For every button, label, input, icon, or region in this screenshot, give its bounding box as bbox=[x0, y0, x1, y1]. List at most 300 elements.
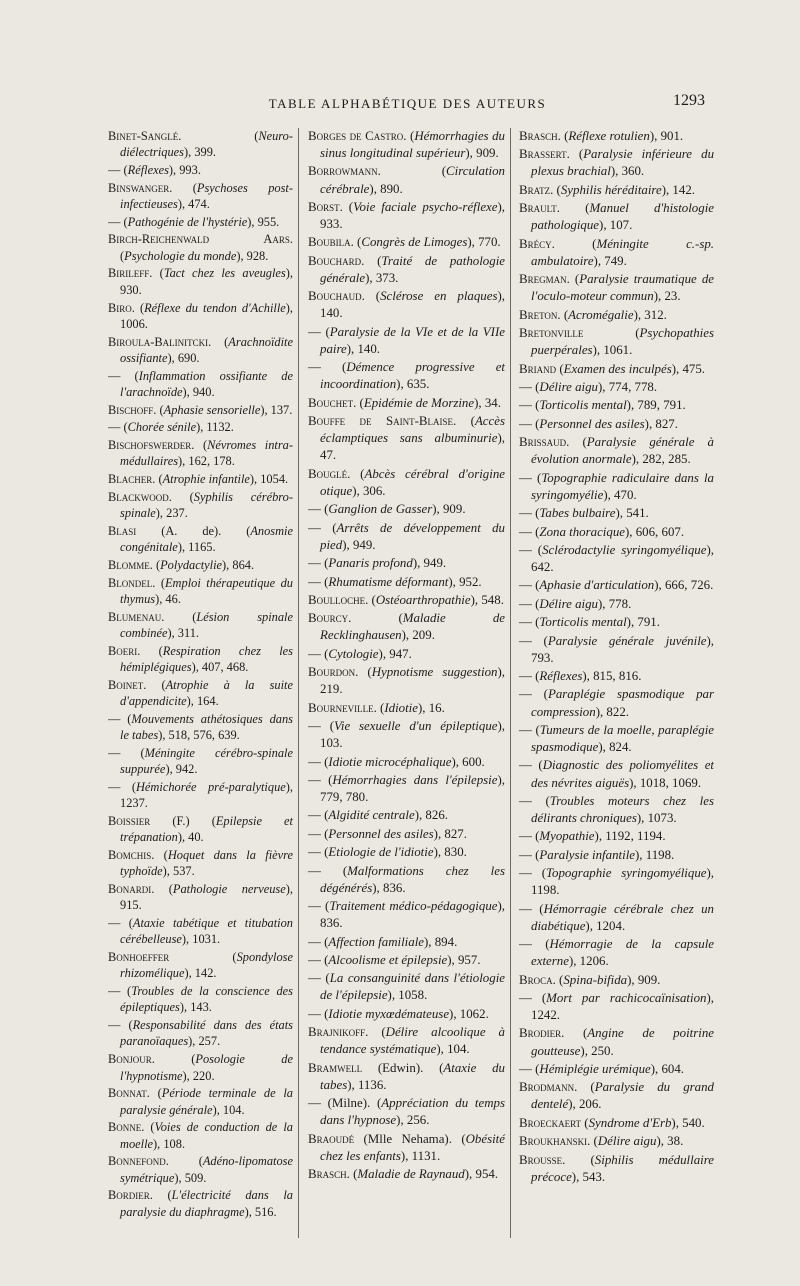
page-references: ), 890. bbox=[369, 181, 403, 196]
page-references: ), 830. bbox=[433, 845, 467, 860]
page-references: ), 864. bbox=[222, 557, 255, 572]
entry-prefix: ( bbox=[560, 129, 569, 143]
index-entry bbox=[108, 265, 293, 298]
page-references: ), 778. bbox=[598, 596, 632, 611]
index-entry bbox=[519, 633, 714, 667]
page-references: ), 993. bbox=[168, 163, 201, 178]
index-entry bbox=[308, 844, 505, 861]
work-title: Pathogénie de l'hystérie bbox=[127, 214, 248, 229]
author-name: Brodier. bbox=[519, 1026, 565, 1041]
work-title: Psychoses post-infectieuses bbox=[120, 180, 293, 212]
page-references: ), 815, 816. bbox=[582, 669, 642, 684]
entry-prefix: — ( bbox=[108, 984, 132, 999]
page-references: ), 901. bbox=[649, 129, 684, 143]
entry-prefix: — ( bbox=[519, 470, 542, 485]
entry-prefix: — ( bbox=[519, 379, 540, 394]
author-name: Blondel. bbox=[108, 575, 156, 590]
work-title: Cytologie bbox=[328, 646, 379, 661]
index-entry bbox=[519, 1079, 714, 1113]
page-references: ), 827. bbox=[644, 416, 678, 431]
work-title: Réflexes bbox=[539, 669, 583, 684]
author-name: Brodmann. bbox=[519, 1080, 578, 1095]
entry-prefix: — ( bbox=[108, 711, 132, 726]
index-entry bbox=[308, 807, 505, 824]
work-title: Méningite cérébro-spinale suppurée bbox=[120, 745, 293, 777]
work-title: Spondylose rhizomélique bbox=[120, 950, 293, 981]
work-title: Adéno-lipomatose symétrique bbox=[120, 1154, 293, 1185]
page-references: ), 779, 780. bbox=[320, 772, 505, 804]
index-entry bbox=[519, 596, 714, 613]
index-entry bbox=[108, 575, 293, 608]
index-entry bbox=[519, 182, 714, 199]
index-entry bbox=[519, 686, 714, 720]
index-entry bbox=[108, 915, 293, 948]
entry-prefix: — ( bbox=[308, 520, 337, 535]
page-references: ), 789, 791. bbox=[626, 398, 686, 413]
author-name: Brault. bbox=[519, 201, 560, 216]
author-name: Bomchis. bbox=[108, 847, 155, 862]
author-name: Bramwell bbox=[308, 1060, 363, 1075]
author-name: Borrowmann. bbox=[308, 164, 381, 179]
page-references: ), 826. bbox=[414, 808, 448, 823]
entry-prefix: — ( bbox=[308, 574, 329, 589]
entry-prefix: — ( bbox=[519, 398, 540, 413]
entry-prefix: (Mlle Nehama). ( bbox=[354, 1131, 466, 1146]
index-entry bbox=[108, 1187, 293, 1220]
entry-prefix: — ( bbox=[519, 416, 540, 431]
index-entry bbox=[308, 555, 505, 572]
work-title: Vie sexuelle d'un épileptique bbox=[333, 719, 498, 734]
entry-prefix: ( bbox=[350, 466, 365, 481]
page-references: ), 949. bbox=[412, 556, 447, 571]
index-entry bbox=[519, 936, 714, 970]
entry-prefix: ( bbox=[140, 643, 163, 658]
author-name: Blackwood. bbox=[108, 489, 172, 504]
entry-prefix: ( bbox=[181, 129, 259, 143]
index-entry bbox=[519, 307, 714, 324]
index-entry bbox=[519, 972, 714, 989]
author-name: Blumenau. bbox=[108, 609, 165, 624]
author-name: Brécy. bbox=[519, 236, 555, 251]
entry-prefix: — ( bbox=[308, 845, 329, 860]
index-entry bbox=[308, 163, 505, 197]
work-title: Spina-bifida bbox=[563, 972, 628, 987]
author-name: Bonhoeffer bbox=[108, 950, 170, 965]
author-name: Bouffe de Saint-Blaise. bbox=[308, 414, 457, 429]
index-entry bbox=[519, 542, 714, 576]
page-references: ), 360. bbox=[610, 164, 645, 179]
entry-prefix: — ( bbox=[519, 506, 540, 521]
entry-prefix: ( bbox=[169, 950, 237, 965]
page-references: ), 1031. bbox=[181, 932, 221, 947]
work-title: Myopathie bbox=[539, 829, 595, 844]
work-title: Paralysie générale juvénile bbox=[547, 633, 707, 648]
page-references: ), 770. bbox=[467, 235, 501, 250]
index-entry bbox=[519, 379, 714, 396]
index-entry bbox=[108, 1153, 293, 1186]
index-entry bbox=[519, 668, 714, 685]
index-entry bbox=[108, 214, 293, 230]
page-number: 1293 bbox=[673, 92, 705, 109]
work-title: Démence progressive et incoordination bbox=[320, 360, 506, 392]
index-entry bbox=[308, 1131, 505, 1165]
entry-prefix: — ( bbox=[519, 829, 540, 844]
work-title: Lésion spinale combinée bbox=[120, 609, 293, 640]
work-title: Hoquet dans la fièvre typhoïde bbox=[120, 847, 293, 879]
index-entry bbox=[308, 288, 505, 322]
entry-prefix: ( bbox=[154, 881, 173, 896]
work-title: Pathologie nerveuse bbox=[172, 881, 286, 896]
entry-prefix: — ( bbox=[519, 847, 540, 862]
index-entry bbox=[108, 523, 293, 556]
page-references: ), 1204. bbox=[585, 918, 626, 933]
index-entry bbox=[519, 901, 714, 935]
entry-prefix: ( bbox=[376, 700, 385, 715]
page-references: ), 928. bbox=[236, 248, 269, 263]
work-title: Malformations chez les dégénérés bbox=[320, 863, 505, 895]
entry-prefix: — (Milne). ( bbox=[308, 1096, 382, 1111]
page-references: ), 909. bbox=[465, 146, 499, 161]
author-name: Borges de Castro. bbox=[308, 129, 407, 143]
index-entry bbox=[519, 828, 714, 845]
page-references: ), 142. bbox=[661, 182, 695, 197]
index-entry bbox=[519, 1061, 714, 1078]
page-references: ), 137. bbox=[260, 402, 293, 417]
index-entry bbox=[519, 128, 714, 145]
author-name: Biro. bbox=[108, 300, 135, 315]
index-entry bbox=[108, 368, 293, 401]
work-title: Examen des inculpés bbox=[563, 361, 672, 376]
work-title: Sclérodactylie syringomyélique bbox=[542, 542, 707, 557]
work-title: L'électricité dans la paralysie du diaphragme bbox=[120, 1188, 293, 1219]
entry-prefix: ( bbox=[554, 236, 597, 251]
entry-prefix: — ( bbox=[519, 578, 540, 593]
entry-prefix: ( bbox=[358, 665, 372, 680]
entry-prefix: — ( bbox=[519, 542, 543, 557]
index-column-3 bbox=[510, 128, 714, 1238]
work-title: Zona thoracique bbox=[539, 524, 625, 539]
index-entry bbox=[308, 501, 505, 518]
work-title: Syphilis héréditaire bbox=[560, 182, 662, 197]
index-entry bbox=[519, 1025, 714, 1059]
author-name: Broukhanski. bbox=[519, 1134, 591, 1149]
entry-prefix: — ( bbox=[108, 1018, 133, 1033]
work-title: Neuro-diélectriques bbox=[120, 129, 293, 160]
index-entry bbox=[308, 700, 505, 717]
author-name: Bratz. bbox=[519, 182, 554, 197]
index-entry bbox=[308, 413, 505, 464]
author-name: Bonnefond. bbox=[108, 1154, 169, 1169]
page-references: ), 537. bbox=[162, 864, 195, 879]
work-title: Diagnostic des poliomyélites et des névrites aiguës bbox=[531, 758, 714, 790]
entry-prefix: ( bbox=[368, 592, 376, 607]
work-title: Epidémie de Morzine bbox=[363, 395, 475, 410]
page-references: ), 47. bbox=[320, 431, 505, 463]
page-references: ), 103. bbox=[320, 719, 505, 751]
page-references: ), 104. bbox=[212, 1102, 245, 1117]
entry-prefix: — ( bbox=[308, 502, 329, 517]
author-name: Borst. bbox=[308, 199, 343, 214]
work-title: Hémorrhagies dans l'épilepsie bbox=[332, 772, 498, 787]
index-entry bbox=[519, 614, 714, 631]
work-title: Aphasie sensorielle bbox=[163, 402, 261, 417]
index-entry bbox=[108, 677, 293, 710]
entry-prefix: ( bbox=[194, 438, 208, 453]
entry-prefix: (F.) ( bbox=[150, 813, 216, 828]
index-entry bbox=[308, 359, 505, 393]
index-entry bbox=[108, 609, 293, 642]
work-title: Délire aigu bbox=[539, 596, 598, 611]
index-entry bbox=[519, 325, 714, 359]
work-title: Tact chez les aveugles bbox=[163, 266, 286, 281]
page-references: ), 250. bbox=[580, 1043, 614, 1058]
page-references: ), 257. bbox=[188, 1034, 221, 1049]
entry-prefix: ( bbox=[456, 414, 475, 429]
page-references: ), 827. bbox=[433, 826, 467, 841]
entry-prefix: ( bbox=[368, 1025, 386, 1040]
page-references: ), 933. bbox=[320, 199, 506, 232]
index-entry bbox=[519, 1115, 714, 1132]
entry-prefix: ( bbox=[555, 972, 564, 987]
index-entry bbox=[108, 162, 293, 178]
page-references: ), 690. bbox=[167, 350, 200, 365]
index-entry bbox=[519, 271, 714, 305]
work-title: Délire alcoolique à tendance systématique bbox=[320, 1025, 505, 1057]
index-entry bbox=[308, 664, 505, 698]
work-title: Tabes bulbaire bbox=[539, 506, 616, 521]
index-entry bbox=[519, 847, 714, 864]
entry-prefix: ( bbox=[154, 1052, 196, 1067]
page-references: ), 954. bbox=[464, 1167, 499, 1182]
entry-prefix: ( bbox=[211, 334, 229, 349]
work-title: Ataxie du tabes bbox=[320, 1060, 505, 1092]
entry-prefix: ( bbox=[144, 1120, 155, 1135]
work-title: Tumeurs de la moelle, paraplégie spasmodique bbox=[531, 722, 714, 755]
index-entry bbox=[108, 1051, 293, 1084]
work-title: Chorée sénile bbox=[127, 420, 197, 435]
entry-prefix: — ( bbox=[108, 163, 128, 178]
index-entry bbox=[108, 300, 293, 333]
index-entry bbox=[308, 1095, 505, 1129]
entry-prefix: (A. de). ( bbox=[136, 523, 251, 538]
work-title: Emploi thérapeutique du thymus bbox=[120, 575, 293, 606]
page-references: ), 399. bbox=[184, 145, 217, 160]
work-title: Personnel des asiles bbox=[539, 416, 645, 431]
page-references: ), 1061. bbox=[592, 343, 633, 358]
page-references: ), 1054. bbox=[249, 472, 289, 487]
page-references: ), 606, 607. bbox=[624, 524, 685, 539]
index-entry bbox=[519, 865, 714, 899]
author-name: Brissaud. bbox=[519, 435, 570, 450]
page-references: ), 909. bbox=[432, 502, 466, 517]
page-references: ), 642. bbox=[531, 542, 714, 574]
page-references: ), 930. bbox=[120, 266, 293, 297]
work-title: Atrophie infantile bbox=[162, 472, 250, 487]
work-title: Siphilis médullaire précoce bbox=[531, 1152, 714, 1184]
index-entry bbox=[308, 718, 505, 752]
index-entry bbox=[308, 1060, 505, 1094]
entry-prefix: ( bbox=[168, 1154, 203, 1169]
entry-prefix: ( bbox=[152, 1188, 172, 1203]
index-entry bbox=[108, 949, 293, 982]
work-title: Troubles moteurs chez les délirants chroniques bbox=[531, 793, 714, 825]
entry-prefix: ( bbox=[171, 489, 194, 504]
entry-prefix: — ( bbox=[108, 915, 133, 930]
work-title: Aphasie d'articulation bbox=[539, 578, 655, 593]
author-name: Blomme. bbox=[108, 557, 153, 572]
author-name: Bouglé. bbox=[308, 466, 351, 481]
work-title: Torticolis mental bbox=[539, 615, 627, 630]
page-references: ), 46. bbox=[155, 591, 181, 606]
work-title: La consanguinité dans l'étiologie de l'épilepsie bbox=[320, 971, 505, 1003]
page-references: ), 23. bbox=[653, 289, 681, 304]
entry-prefix: — ( bbox=[519, 1061, 540, 1076]
entry-prefix: — ( bbox=[519, 991, 547, 1005]
work-title: Psychopathies puerpérales bbox=[531, 326, 714, 358]
index-entry bbox=[519, 990, 714, 1024]
entry-prefix: — ( bbox=[308, 971, 330, 986]
work-title: Personnel des asiles bbox=[328, 826, 434, 841]
entry-prefix: ( bbox=[583, 326, 640, 341]
author-name: Brajnikoff. bbox=[308, 1025, 369, 1040]
index-entry bbox=[519, 1152, 714, 1186]
page-references: ), 836. bbox=[320, 899, 506, 931]
work-title: Maladie de Recklinghausen bbox=[320, 611, 505, 643]
index-entry bbox=[308, 898, 505, 932]
index-entry bbox=[519, 397, 714, 414]
work-title: Syndrome d'Erb bbox=[588, 1115, 672, 1130]
page-references: ), 793. bbox=[531, 633, 714, 665]
index-entry bbox=[519, 722, 714, 756]
entry-prefix: ( bbox=[356, 395, 364, 410]
page-references: ), 40. bbox=[177, 830, 204, 845]
page-references: ), 774, 778. bbox=[598, 379, 658, 394]
index-entry bbox=[308, 592, 505, 609]
author-name: Bourdon. bbox=[308, 665, 359, 680]
work-title: Paralysie traumatique de l'oculo-moteur commun bbox=[531, 272, 714, 304]
page-references: ), 16. bbox=[417, 700, 445, 715]
work-title: Paralysie inférieure du plexus brachial bbox=[531, 147, 714, 179]
work-title: Traitement médico-pédagogique bbox=[329, 899, 498, 914]
index-entry bbox=[308, 128, 505, 162]
entry-prefix: — ( bbox=[308, 772, 333, 787]
work-title: Arachnoïdite ossifiante bbox=[120, 334, 293, 365]
page-references: ), 475. bbox=[671, 361, 706, 376]
page-header bbox=[110, 92, 705, 114]
work-title: Délire aigu bbox=[539, 379, 598, 394]
author-name: Brousse. bbox=[519, 1152, 566, 1167]
entry-prefix: — ( bbox=[108, 779, 136, 794]
work-title: Traité de pathologie générale bbox=[320, 253, 505, 285]
entry-prefix: — ( bbox=[308, 360, 347, 375]
page-references: ), 947. bbox=[378, 646, 412, 661]
author-name: Birileff. bbox=[108, 266, 153, 281]
page-references: ), 1237. bbox=[120, 779, 293, 811]
work-title: Inflammation ossifiante de l'arachnoïde bbox=[120, 368, 293, 399]
index-entry bbox=[519, 470, 714, 504]
entry-prefix: ( bbox=[380, 164, 447, 179]
work-title: Idiotie microcéphalique bbox=[328, 754, 452, 769]
index-entry bbox=[519, 524, 714, 541]
index-columns bbox=[108, 128, 714, 1238]
page-references: ), 474. bbox=[177, 197, 210, 212]
page-references: ), 949. bbox=[342, 537, 376, 552]
entry-prefix: ( bbox=[556, 361, 564, 376]
work-title: Appréciation du temps dans l'hypnose bbox=[320, 1096, 506, 1128]
page-references: ), 518, 576, 639. bbox=[158, 728, 240, 743]
index-entry bbox=[308, 826, 505, 843]
page-references: ), 1062. bbox=[449, 1006, 489, 1021]
entry-prefix: ( bbox=[342, 199, 354, 214]
author-name: Binet-Sanglé. bbox=[108, 129, 182, 143]
author-name: Biroula-Balinitcki. bbox=[108, 334, 212, 349]
work-title: Hypnotisme suggestion bbox=[371, 665, 498, 680]
work-title: Congrès de Limoges bbox=[361, 235, 468, 250]
running-title: TABLE ALPHABÉTIQUE DES AUTEURS bbox=[268, 96, 547, 111]
entry-prefix: — ( bbox=[308, 646, 329, 661]
index-entry bbox=[108, 847, 293, 880]
entry-prefix: — ( bbox=[519, 596, 540, 611]
work-title: Maladie de Raynaud bbox=[357, 1167, 465, 1182]
work-title: Idiotie myxœdémateuse bbox=[328, 1006, 450, 1021]
work-title: Ostéoarthropathie bbox=[375, 592, 471, 607]
author-name: Brassert. bbox=[519, 147, 570, 162]
index-entry bbox=[108, 813, 293, 846]
index-entry bbox=[308, 934, 505, 951]
index-entry bbox=[519, 505, 714, 522]
index-entry bbox=[519, 1133, 714, 1150]
entry-prefix: ( bbox=[120, 248, 125, 263]
index-entry bbox=[108, 334, 293, 367]
work-title: Acromégalie bbox=[568, 307, 634, 322]
work-title: Délire aigu bbox=[597, 1134, 657, 1149]
work-title: Affection familiale bbox=[328, 934, 424, 949]
page-references: ), 142. bbox=[184, 966, 217, 981]
page-references: ), 824. bbox=[598, 740, 632, 755]
entry-prefix: ( bbox=[156, 402, 164, 417]
author-name: Boeri. bbox=[108, 643, 141, 658]
index-entry bbox=[108, 711, 293, 744]
page-references: ), 540. bbox=[671, 1115, 705, 1130]
page-references: ), 143. bbox=[179, 1000, 212, 1015]
entry-prefix: ( bbox=[560, 201, 590, 216]
index-entry bbox=[308, 952, 505, 969]
work-title: Mouvements athétosiques dans le tabes bbox=[120, 711, 293, 743]
entry-prefix: ( bbox=[565, 1152, 595, 1167]
work-title: Epilepsie et trépanation bbox=[120, 813, 293, 845]
entry-prefix: ( bbox=[364, 253, 382, 268]
index-entry bbox=[519, 757, 714, 791]
page-references: ), 1198. bbox=[531, 866, 714, 898]
page-references: ), 909. bbox=[627, 972, 661, 987]
index-entry bbox=[108, 180, 293, 213]
index-entry bbox=[308, 646, 505, 663]
entry-prefix: — ( bbox=[308, 1006, 329, 1021]
author-name: Bourneville. bbox=[308, 700, 377, 715]
page-references: ), 548. bbox=[470, 592, 504, 607]
index-entry bbox=[308, 970, 505, 1004]
page-references: ), 237. bbox=[155, 506, 188, 521]
author-name: Bourcy. bbox=[308, 611, 352, 626]
entry-prefix: — ( bbox=[519, 866, 547, 881]
author-name: Bregman. bbox=[519, 272, 570, 287]
page-references: ), 1242. bbox=[531, 991, 714, 1023]
entry-prefix: — ( bbox=[308, 952, 329, 967]
page-references: ), 509. bbox=[174, 1170, 207, 1185]
entry-prefix: — ( bbox=[308, 324, 330, 339]
page-references: ), 206. bbox=[568, 1097, 602, 1112]
work-title: Angine de poitrine goutteuse bbox=[531, 1026, 714, 1058]
